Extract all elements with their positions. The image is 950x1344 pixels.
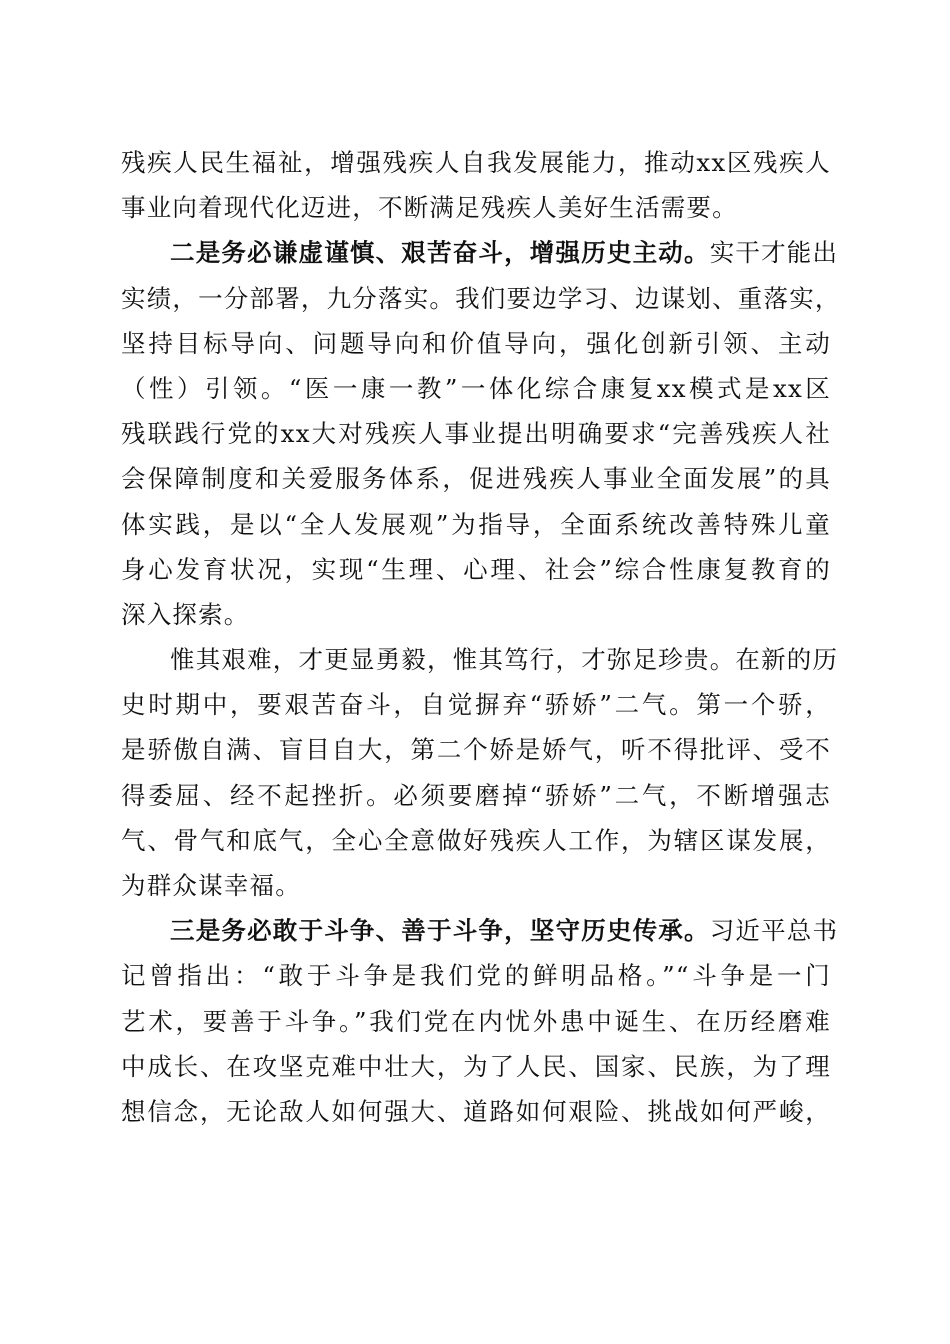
body-text: 会保障制度和关爱服务体系，促进残疾人事业全面发展”的具	[121, 464, 831, 494]
body-text: 为群众谋幸福。	[121, 871, 301, 900]
text-line	[121, 818, 831, 863]
bold-heading-phrase: 三是务必敢于斗争、善于斗争，坚守历史传承。	[170, 916, 710, 946]
body-text: 实干才能出	[709, 238, 839, 268]
text-line	[121, 321, 831, 366]
text-line	[121, 230, 839, 275]
text-line	[121, 276, 841, 321]
text-line	[121, 908, 839, 953]
text-line	[121, 592, 831, 637]
text-line	[121, 366, 831, 411]
body-text: 残联践行党的xx大对残疾人事业提出明确要求“完善残疾人社	[121, 419, 831, 449]
body-text: 惟其艰难，才更显勇毅，惟其笃行，才弥足珍贵。在新的历	[170, 645, 839, 675]
body-text: 想信念，无论敌人如何强大、道路如何艰险、挑战如何严峻，	[121, 1096, 831, 1126]
text-line	[121, 682, 831, 727]
body-text: 艺术，要善于斗争。”我们党在内忧外患中诞生、在历经磨难	[121, 1006, 831, 1036]
body-text: 身心发育状况，实现“生理、心理、社会”综合性康复教育的	[121, 554, 831, 584]
text-line	[121, 773, 831, 818]
body-text: 气、骨气和底气，全心全意做好残疾人工作，为辖区谋发展，	[121, 825, 831, 855]
body-text: 中成长、在攻坚克难中壮大，为了人民、国家、民族，为了理	[121, 1051, 831, 1081]
body-text: 事业向着现代化迈进，不断满足残疾人美好生活需要。	[121, 193, 738, 223]
text-line	[121, 185, 831, 230]
text-line	[121, 547, 831, 592]
text-line	[121, 953, 831, 998]
text-line	[121, 727, 831, 772]
body-text: 坚持目标导向、问题导向和价值导向，强化创新引领、主动	[121, 328, 831, 358]
body-text: 深入探索。	[121, 599, 250, 629]
text-line	[121, 999, 831, 1044]
body-text: 习近平总书	[709, 916, 839, 946]
body-text: 体实践，是以“全人发展观”为指导，全面系统改善特殊儿童	[121, 509, 831, 539]
text-line	[121, 502, 831, 547]
text-line	[121, 140, 831, 185]
text-line	[121, 1089, 831, 1134]
body-text: 记曾指出：“敢于斗争是我们党的鲜明品格。”“斗争是一门	[121, 961, 831, 991]
text-line	[121, 456, 831, 501]
text-line	[121, 637, 839, 682]
body-text: 实绩，一分部署，九分落实。我们要边学习、边谋划、重落实，	[121, 283, 841, 313]
body-text: 史时期中，要艰苦奋斗，自觉摒弃“骄娇”二气。第一个骄，	[121, 690, 831, 720]
bold-heading-phrase: 二是务必谦虚谨慎、艰苦奋斗，增强历史主动。	[170, 238, 710, 268]
body-text: 是骄傲自满、盲目自大，第二个娇是娇气，听不得批评、受不	[121, 735, 831, 765]
document-body	[121, 140, 841, 1134]
text-line	[121, 411, 831, 456]
body-text: （性）引领。“医一康一教”一体化综合康复xx模式是xx区	[121, 373, 831, 403]
body-text: 得委屈、经不起挫折。必须要磨掉“骄娇”二气，不断增强志	[121, 780, 831, 810]
text-line	[121, 1044, 831, 1089]
body-text: 残疾人民生福祉，增强残疾人自我发展能力，推动xx区残疾人	[121, 148, 831, 177]
text-line	[121, 863, 831, 908]
